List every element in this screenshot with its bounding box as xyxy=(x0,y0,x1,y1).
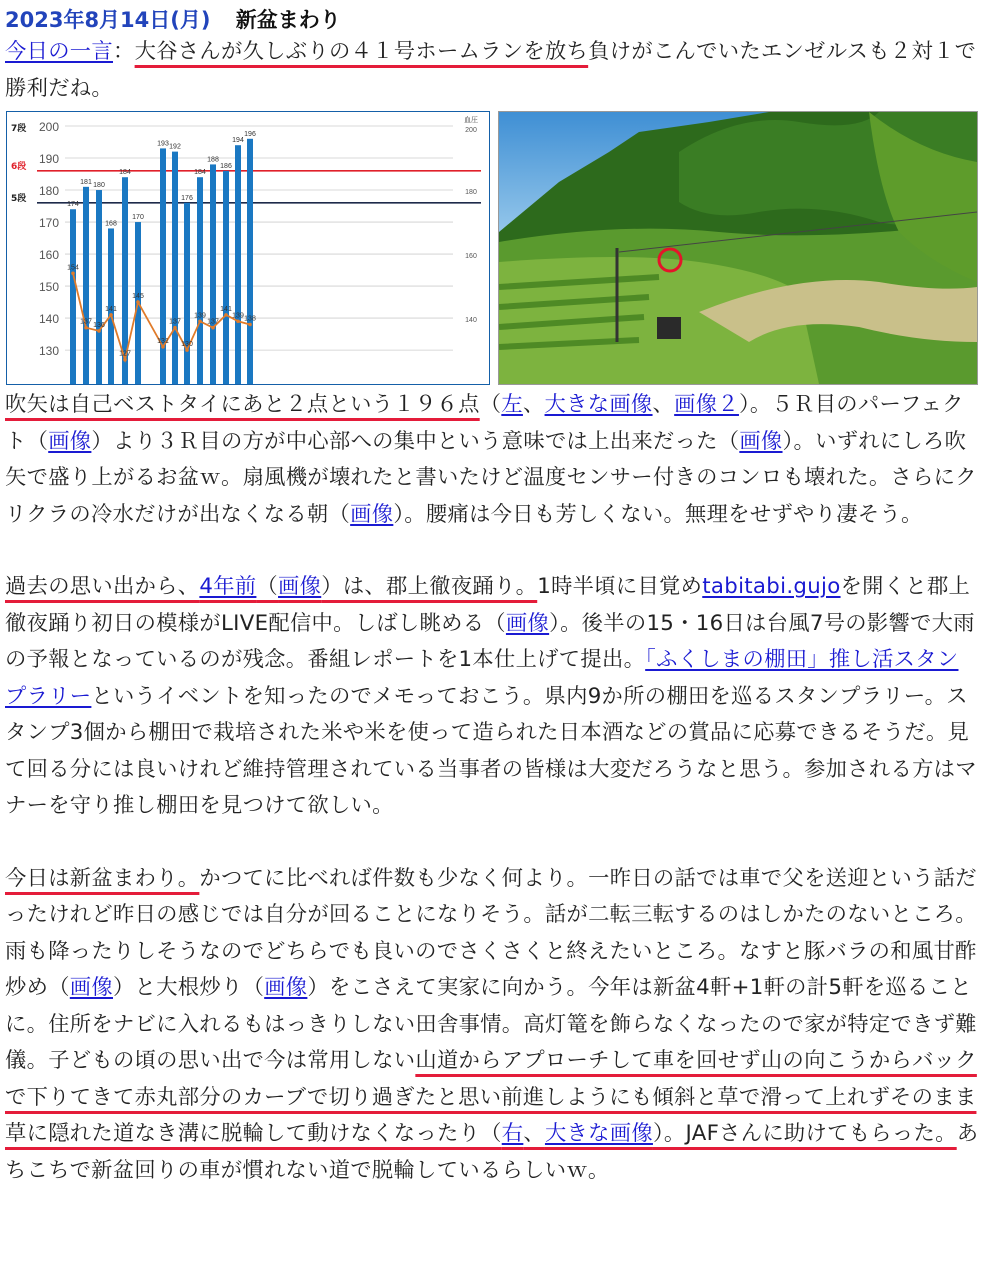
chart-series-label: 137 xyxy=(80,318,92,326)
chart-series-point xyxy=(97,329,101,333)
chart-data-label: 196 xyxy=(244,130,256,138)
entry-title: 新盆まわり xyxy=(235,8,341,32)
fukiya-paragraph: 吹矢は自己ベストタイにあと２点という１９６点（左、大きな画像、画像２）。５Ｒ目のパーフェクト（画像）より３Ｒ目の方が中心部への集中という意味では上出来だった（画像）。いずれにしろ吹矢で盛り上がるお盆ｗ。扇風機が壊れたと書いたけど温度センサー付きのコンロも壊れた。さらにクリクラの冷水だけが出なくなる朝（画像）。腰痛は今日も芳しくない。無理をせずやり凄そう。 xyxy=(5,392,977,527)
right-image-link[interactable]: 右 xyxy=(501,1121,524,1146)
score-chart[interactable] xyxy=(6,111,490,385)
memories-paragraph: 過去の思い出から、4年前（画像）は、郡上徹夜踊り。1時半頃に目覚めtabitabi.gujoを開くと郡上徹夜踊り初日の模様がLIVE配信中。しばし眺める（画像）。後半の15・16日は台風7号の影響で大雨の予報となっているのが残念。番組レポートを1本仕上げて提出。「ふくしまの棚田」推し活スタンプラリーというイベントを知ったのでメモっておこう。県内9か所の棚田を巡るスタンプラリー。スタンプ3個から棚田で栽培された米や米を使って造られた日本酒などの賞品に応募できるそうだ。見て回る分には良いけれど維持管理されている当事者の皆様は大変だろうなと思う。参加される方はマナーを守り推し棚田を見つけて欲しい。 xyxy=(5,574,977,818)
chart-series-label: 139 xyxy=(194,312,206,320)
left-image-link[interactable]: 左 xyxy=(501,392,523,417)
quote-highlight: 大谷さんが久しぶりの４１号ホームランを放ち xyxy=(134,39,589,64)
chart-ytick-label: 130 xyxy=(38,344,59,359)
chart-data-label: 184 xyxy=(119,169,131,177)
large-image-link[interactable]: 大きな画像 xyxy=(544,1121,653,1146)
chart-series-label: 137 xyxy=(207,318,219,326)
chart-series-point xyxy=(161,345,165,349)
chart-y2tick-label: 200 xyxy=(465,127,477,134)
chart-ytick-label: 170 xyxy=(38,216,59,231)
chart-ytick-label: 200 xyxy=(38,120,59,134)
chart-bar xyxy=(210,164,216,384)
chart-series-point xyxy=(173,326,177,330)
chart-data-label: 180 xyxy=(93,182,105,190)
chart-series-label: 137 xyxy=(169,318,181,326)
chart-series-label: 141 xyxy=(105,305,117,313)
chart-bar xyxy=(235,145,241,384)
chart-series-point xyxy=(84,326,88,330)
entry-header xyxy=(5,6,980,34)
fukiya-highlight: 吹矢は自己ベストタイにあと２点という１９６点 xyxy=(5,392,480,417)
chart-data-label: 192 xyxy=(169,143,181,151)
chart-ytick-label: 190 xyxy=(38,152,59,167)
chart-data-label: 186 xyxy=(220,162,232,170)
chart-bar xyxy=(96,190,102,384)
chart-series-label: 139 xyxy=(232,312,244,320)
chart-y2-label: 血圧 xyxy=(464,117,478,124)
chart-data-label: 193 xyxy=(157,140,169,148)
chart-ytick-label: 140 xyxy=(38,312,59,327)
quote-paragraph xyxy=(5,34,980,107)
chart-level-label: 5段 xyxy=(11,193,27,204)
chart-bar xyxy=(197,177,203,384)
image-link[interactable]: 画像 xyxy=(505,610,550,636)
chart-data-label: 170 xyxy=(132,214,144,222)
diary-entry xyxy=(5,6,980,1189)
chart-data-label: 188 xyxy=(207,156,219,164)
large-image-link[interactable]: 大きな画像 xyxy=(544,392,653,417)
chart-series-label: 130 xyxy=(181,341,193,349)
chart-series-point xyxy=(123,358,127,362)
chart-data-label: 194 xyxy=(232,137,244,145)
chart-series-point xyxy=(211,326,215,330)
chart-y2tick-label: 160 xyxy=(465,253,477,261)
chart-series-point xyxy=(71,271,75,275)
chart-series-point xyxy=(236,319,240,323)
chart-series-label: 127 xyxy=(119,350,131,358)
chart-series-point xyxy=(185,348,189,352)
chart-series-label: 145 xyxy=(132,293,144,301)
chart-series-point xyxy=(224,313,228,317)
image-link[interactable]: 画像 xyxy=(264,975,308,1000)
image2-link[interactable]: 画像２ xyxy=(674,392,739,417)
chart-ytick-label: 160 xyxy=(38,248,59,263)
chart-data-label: 184 xyxy=(194,169,206,177)
chart-bar xyxy=(223,171,229,384)
chart-bar xyxy=(184,203,190,384)
memories-highlight: 過去の思い出から、4年前（画像）は、郡上徹夜踊り。 xyxy=(5,574,538,599)
score-chart-svg xyxy=(7,112,489,384)
chart-series-point xyxy=(136,300,140,304)
chart-data-label: 181 xyxy=(80,178,92,186)
chart-y2tick-label: 140 xyxy=(465,317,477,325)
chart-data-label: 176 xyxy=(181,194,193,202)
chart-series-label: 154 xyxy=(67,264,79,272)
image-link[interactable]: 画像 xyxy=(69,975,113,1000)
chart-series-label: 138 xyxy=(244,315,256,323)
chart-series-label: 141 xyxy=(220,305,232,313)
chart-series-label: 136 xyxy=(93,321,105,329)
chart-ytick-label: 180 xyxy=(38,184,59,199)
chart-bar xyxy=(247,139,253,384)
chart-bar xyxy=(70,209,76,384)
paragraph-gap xyxy=(5,533,980,569)
chart-bar xyxy=(83,187,89,384)
stamp-rally-link[interactable]: 「ふくしまの棚田」推し活スタンプラリー xyxy=(5,647,959,709)
rice-terrace-photo[interactable] xyxy=(498,111,978,385)
tabitabi-gujo-link[interactable]: tabitabi.gujo xyxy=(702,574,841,599)
paragraph-gap xyxy=(5,825,980,861)
image-row xyxy=(6,111,980,385)
obon-paragraph: 今日は新盆まわり。かつてに比べれば件数も少なく何より。一昨日の話では車で父を送迎という話だったけれど昨日の感じでは自分が回ることになりそう。話が二転三転するのはしかたのないところ。雨も降ったりしそうなのでどちらでも良いのでさくさくと終えたいところ。なすと豚バラの和風甘酢炒め（画像）と大根炒り（画像）をこさえて実家に向かう。今年は新盆4軒+1軒の計5軒を巡ることに。住所をナビに入れるもはっきりしない田舎事情。高灯篭を飾らなくなったので家が特定できず難儀。子どもの頃の思い出で今は常用しない山道からアプローチして車を回せず山の向こうからバックで下りてきて赤丸部分のカーブで切り過ぎたと思い前進しようにも傾斜と草で滑って上れずそのまま草に隠れた道なき溝に脱輪して動けなくなったり（右、大きな画像）。JAFさんに助けてもらった。あちこちで新盆回りの車が慣れない道で脱輪しているらしいｗ。 xyxy=(5,865,979,1183)
chart-data-label: 174 xyxy=(67,201,79,209)
rice-terrace-image xyxy=(499,112,977,384)
chart-y2tick-label: 180 xyxy=(465,189,477,197)
chart-series-label: 131 xyxy=(157,337,169,345)
image-link[interactable]: 画像 xyxy=(278,574,322,599)
chart-series-point xyxy=(109,313,113,317)
image-link[interactable]: 画像 xyxy=(48,428,92,454)
accident-highlight: 山道からアプローチして車を回せず山の向こうからバックで下りてきて赤丸部分のカーブで切り過ぎたと思い前進しようにも傾斜と草で滑って上れずそのまま草に隠れた道なき溝に脱輪して動けなくなったり（右、大きな画像）。JAFさんに助けてもらった。 xyxy=(5,1048,977,1146)
obon-highlight: 今日は新盆まわり。 xyxy=(5,865,200,891)
chart-ytick-label: 150 xyxy=(38,280,59,295)
quote-colon: ： xyxy=(113,39,135,64)
image-link[interactable]: 画像 xyxy=(739,428,783,454)
chart-data-label: 168 xyxy=(105,220,117,228)
quote-rest: 負けがこんでいたエンゼルスも２対１で勝利だね。 xyxy=(5,39,977,101)
chart-series-point xyxy=(198,319,202,323)
chart-bar xyxy=(172,152,178,384)
chart-level-label: 7段 xyxy=(11,124,27,134)
chart-level-label: 6段 xyxy=(11,161,27,172)
entry-date: 2023年8月14日(月) xyxy=(5,8,211,32)
image-link[interactable]: 画像 xyxy=(350,501,394,527)
quote-link[interactable]: 今日の一言 xyxy=(5,39,113,64)
chart-series-point xyxy=(248,323,252,327)
four-years-ago-link[interactable]: 4年前 xyxy=(199,574,257,599)
